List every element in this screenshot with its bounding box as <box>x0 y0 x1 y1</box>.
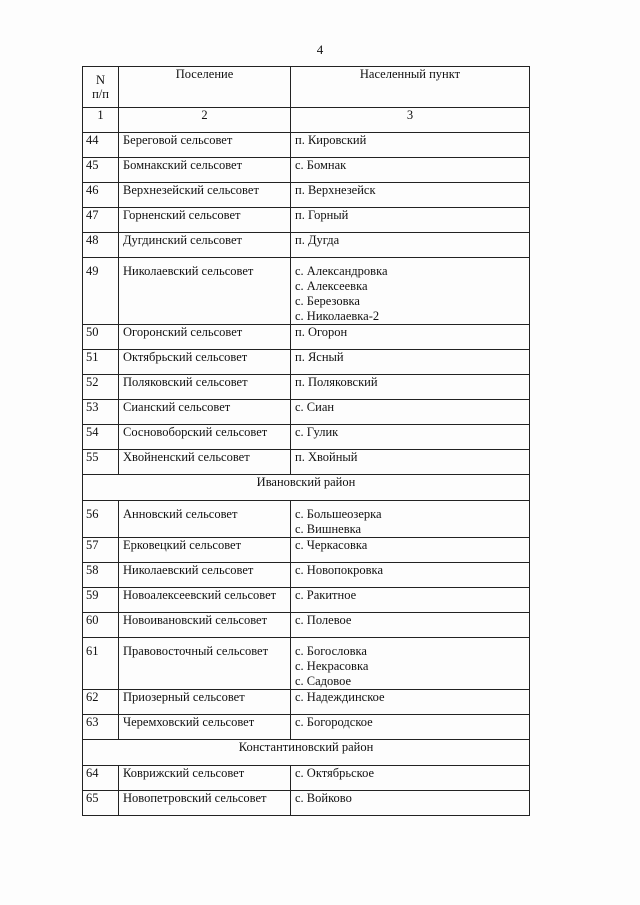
locality-name: с. Богородское <box>295 715 373 729</box>
row-number: 52 <box>83 375 119 400</box>
locality-cell <box>291 133 530 158</box>
settlement-name: Сианский сельсовет <box>119 400 291 425</box>
settlement-name: Верхнезейский сельсовет <box>119 183 291 208</box>
table-row <box>83 258 530 325</box>
settlement-name: Сосновоборский сельсовет <box>119 425 291 450</box>
row-number: 50 <box>83 325 119 350</box>
row-number: 56 <box>83 501 119 538</box>
locality-name: с. Богословка <box>295 644 367 658</box>
row-number: 44 <box>83 133 119 158</box>
locality-name: с. Полевое <box>295 613 352 627</box>
locality-name: п. Поляковский <box>295 375 378 389</box>
row-number: 57 <box>83 538 119 563</box>
locality-cell <box>291 183 530 208</box>
table-row <box>83 183 530 208</box>
locality-cell <box>291 588 530 613</box>
row-number: 49 <box>83 258 119 325</box>
locality-name: с. Большеозерка <box>295 507 382 521</box>
settlement-name: Октябрьский сельсовет <box>119 350 291 375</box>
locality-name: п. Хвойный <box>295 450 358 464</box>
settlement-name: Черемховский сельсовет <box>119 715 291 740</box>
row-number: 54 <box>83 425 119 450</box>
table-row <box>83 538 530 563</box>
row-number: 46 <box>83 183 119 208</box>
table-row <box>83 450 530 475</box>
settlement-name: Николаевский сельсовет <box>119 563 291 588</box>
locality-cell <box>291 375 530 400</box>
settlement-name: Бомнакский сельсовет <box>119 158 291 183</box>
row-number: 48 <box>83 233 119 258</box>
locality-name: с. Новопокровка <box>295 563 383 577</box>
locality-cell <box>291 233 530 258</box>
table-row <box>83 563 530 588</box>
table-row <box>83 690 530 715</box>
settlement-name: Приозерный сельсовет <box>119 690 291 715</box>
row-number: 55 <box>83 450 119 475</box>
row-number: 51 <box>83 350 119 375</box>
row-number: 58 <box>83 563 119 588</box>
header-settlement: Поселение <box>119 67 291 108</box>
locality-cell <box>291 715 530 740</box>
locality-name: п. Кировский <box>295 133 367 147</box>
settlement-name: Новоалексеевский сельсовет <box>119 588 291 613</box>
locality-cell <box>291 400 530 425</box>
row-number: 63 <box>83 715 119 740</box>
locality-name: с. Вишневка <box>295 522 362 536</box>
table-row <box>83 588 530 613</box>
table-row <box>83 158 530 183</box>
settlement-name: Дугдинский сельсовет <box>119 233 291 258</box>
locality-name: п. Ясный <box>295 350 344 364</box>
locality-cell <box>291 450 530 475</box>
locality-cell <box>291 563 530 588</box>
table-row <box>83 133 530 158</box>
page-number: 4 <box>316 42 324 57</box>
table-row <box>83 613 530 638</box>
locality-name: с. Некрасовка <box>295 659 369 673</box>
table-row <box>83 375 530 400</box>
settlement-name: Хвойненский сельсовет <box>119 450 291 475</box>
table-row <box>83 501 530 538</box>
district-row <box>83 475 530 501</box>
locality-name: с. Бомнак <box>295 158 347 172</box>
settlement-name: Береговой сельсовет <box>119 133 291 158</box>
locality-cell <box>291 690 530 715</box>
column-index-3: 3 <box>291 108 530 133</box>
table-row <box>83 791 530 816</box>
header-locality: Населенный пункт <box>291 67 530 108</box>
locality-name: с. Ракитное <box>295 588 357 602</box>
table-row <box>83 233 530 258</box>
locality-name: с. Сиан <box>295 400 335 414</box>
settlement-name: Новопетровский сельсовет <box>119 791 291 816</box>
locality-cell <box>291 613 530 638</box>
locality-cell <box>291 638 530 690</box>
row-number: 53 <box>83 400 119 425</box>
table-row <box>83 425 530 450</box>
table-header-row <box>83 67 530 108</box>
settlement-name: Горненский сельсовет <box>119 208 291 233</box>
settlement-name: Поляковский сельсовет <box>119 375 291 400</box>
settlements-table <box>82 66 530 816</box>
header-num <box>83 67 119 108</box>
locality-name: п. Верхнезейск <box>295 183 376 197</box>
locality-cell <box>291 501 530 538</box>
table-row <box>83 715 530 740</box>
row-number: 47 <box>83 208 119 233</box>
column-index-row <box>83 108 530 133</box>
locality-name: п. Горный <box>295 208 349 222</box>
table-row <box>83 350 530 375</box>
locality-name: с. Черкасовка <box>295 538 368 552</box>
row-number: 61 <box>83 638 119 690</box>
locality-cell <box>291 158 530 183</box>
row-number: 60 <box>83 613 119 638</box>
table-row <box>83 400 530 425</box>
locality-cell <box>291 325 530 350</box>
locality-name: с. Алексеевка <box>295 279 368 293</box>
column-index-2: 2 <box>119 108 291 133</box>
locality-cell <box>291 350 530 375</box>
row-number: 45 <box>83 158 119 183</box>
row-number: 62 <box>83 690 119 715</box>
header-num-line2: п/п <box>92 87 109 101</box>
settlement-name: Правовосточный сельсовет <box>119 638 291 690</box>
locality-name: с. Гулик <box>295 425 339 439</box>
locality-name: с. Николаевка-2 <box>295 309 380 323</box>
locality-name: п. Дугда <box>295 233 340 247</box>
settlement-name: Огоронский сельсовет <box>119 325 291 350</box>
locality-name: с. Надеждинское <box>295 690 385 704</box>
table-row <box>83 325 530 350</box>
locality-name: с. Березовка <box>295 294 360 308</box>
table-row <box>83 638 530 690</box>
district-row <box>83 740 530 766</box>
locality-name: п. Огорон <box>295 325 348 339</box>
row-number: 59 <box>83 588 119 613</box>
locality-cell <box>291 766 530 791</box>
settlement-name: Коврижский сельсовет <box>119 766 291 791</box>
locality-cell <box>291 791 530 816</box>
header-num-line1: N <box>95 73 106 87</box>
column-index-1: 1 <box>83 108 119 133</box>
row-number: 65 <box>83 791 119 816</box>
district-name: Ивановский район <box>83 475 530 501</box>
locality-cell <box>291 258 530 325</box>
settlement-name: Новоивановский сельсовет <box>119 613 291 638</box>
row-number: 64 <box>83 766 119 791</box>
table-row <box>83 766 530 791</box>
settlement-name: Ерковецкий сельсовет <box>119 538 291 563</box>
locality-name: с. Октябрьское <box>295 766 375 780</box>
settlement-name: Николаевский сельсовет <box>119 258 291 325</box>
locality-cell <box>291 208 530 233</box>
locality-name: с. Александровка <box>295 264 388 278</box>
table-row <box>83 208 530 233</box>
locality-name: с. Войково <box>295 791 352 805</box>
locality-cell <box>291 425 530 450</box>
locality-name: с. Садовое <box>295 674 352 688</box>
locality-cell <box>291 538 530 563</box>
district-name: Константиновский район <box>83 740 530 766</box>
settlement-name: Анновский сельсовет <box>119 501 291 538</box>
